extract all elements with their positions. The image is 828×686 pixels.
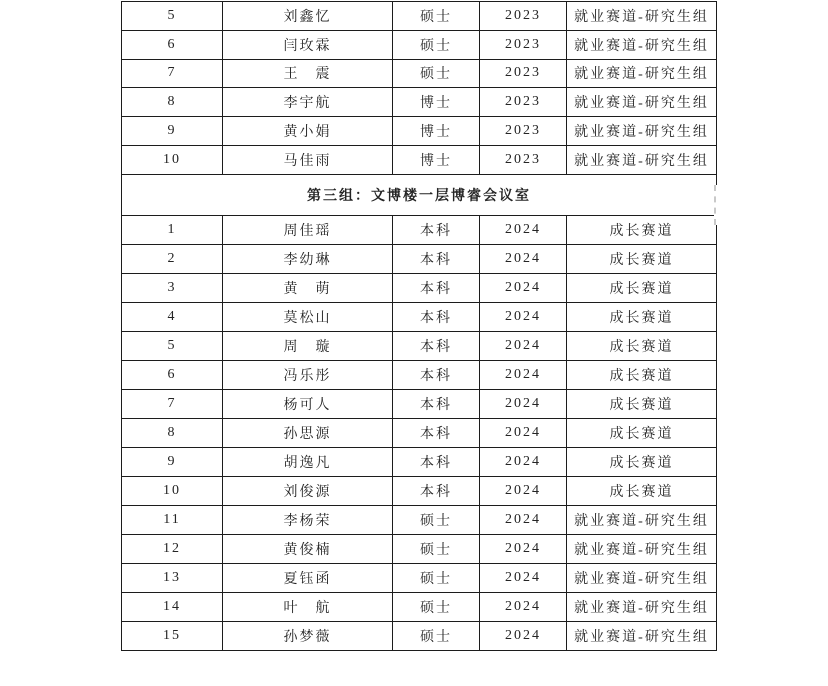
track-cell: 成长赛道: [567, 360, 717, 389]
name-cell: 王 震: [223, 59, 393, 88]
track-cell: 成长赛道: [567, 418, 717, 447]
name-cell: 叶 航: [223, 592, 393, 621]
name-cell: 冯乐彤: [223, 360, 393, 389]
table-row: [122, 389, 717, 418]
year-cell: 2023: [480, 30, 567, 59]
row-index-cell: 10: [122, 145, 223, 174]
row-index-cell: 5: [122, 331, 223, 360]
year-cell: 2023: [480, 59, 567, 88]
table-row: [122, 215, 717, 244]
degree-cell: 本科: [393, 476, 480, 505]
name-cell: 刘俊源: [223, 476, 393, 505]
degree-cell: 硕士: [393, 2, 480, 31]
year-cell: 2024: [480, 302, 567, 331]
section-2023-rows: [122, 2, 717, 175]
row-index-cell: 15: [122, 621, 223, 650]
row-index-cell: 10: [122, 476, 223, 505]
degree-cell: 博士: [393, 88, 480, 117]
row-index-cell: 8: [122, 88, 223, 117]
table-row: [122, 592, 717, 621]
row-index-cell: 11: [122, 505, 223, 534]
degree-cell: 本科: [393, 244, 480, 273]
track-cell: 就业赛道-研究生组: [567, 59, 717, 88]
header-row-dashed-border: [714, 185, 720, 225]
degree-cell: 本科: [393, 418, 480, 447]
table-row: [122, 30, 717, 59]
degree-cell: 硕士: [393, 621, 480, 650]
table-row: [122, 621, 717, 650]
section-header-body: [122, 174, 717, 215]
year-cell: 2023: [480, 2, 567, 31]
track-cell: 就业赛道-研究生组: [567, 117, 717, 146]
track-cell: 就业赛道-研究生组: [567, 621, 717, 650]
track-cell: 就业赛道-研究生组: [567, 88, 717, 117]
table-row: [122, 331, 717, 360]
degree-cell: 硕士: [393, 30, 480, 59]
row-index-cell: 4: [122, 302, 223, 331]
row-index-cell: 9: [122, 447, 223, 476]
degree-cell: 本科: [393, 215, 480, 244]
degree-cell: 硕士: [393, 592, 480, 621]
table-row: [122, 505, 717, 534]
name-cell: 黄 萌: [223, 273, 393, 302]
table-row: [122, 447, 717, 476]
name-cell: 黄小娟: [223, 117, 393, 146]
track-cell: 就业赛道-研究生组: [567, 592, 717, 621]
table-row: [122, 273, 717, 302]
year-cell: 2024: [480, 389, 567, 418]
track-cell: 成长赛道: [567, 389, 717, 418]
name-cell: 闫玫霖: [223, 30, 393, 59]
track-cell: 就业赛道-研究生组: [567, 30, 717, 59]
table-row: [122, 476, 717, 505]
table-row: [122, 360, 717, 389]
year-cell: 2024: [480, 534, 567, 563]
track-cell: 就业赛道-研究生组: [567, 534, 717, 563]
row-index-cell: 14: [122, 592, 223, 621]
track-cell: 成长赛道: [567, 302, 717, 331]
year-cell: 2024: [480, 273, 567, 302]
track-cell: 成长赛道: [567, 244, 717, 273]
degree-cell: 本科: [393, 389, 480, 418]
table-row: [122, 59, 717, 88]
row-index-cell: 1: [122, 215, 223, 244]
name-cell: 杨可人: [223, 389, 393, 418]
table-row: [122, 117, 717, 146]
name-cell: 马佳雨: [223, 145, 393, 174]
row-index-cell: 8: [122, 418, 223, 447]
degree-cell: 博士: [393, 145, 480, 174]
name-cell: 周佳瑶: [223, 215, 393, 244]
row-index-cell: 7: [122, 389, 223, 418]
name-cell: 黄俊楠: [223, 534, 393, 563]
table-row: [122, 2, 717, 31]
table-row: [122, 418, 717, 447]
table-row: [122, 563, 717, 592]
row-index-cell: 2: [122, 244, 223, 273]
year-cell: 2023: [480, 88, 567, 117]
year-cell: 2024: [480, 476, 567, 505]
year-cell: 2023: [480, 145, 567, 174]
name-cell: 周 璇: [223, 331, 393, 360]
degree-cell: 博士: [393, 117, 480, 146]
name-cell: 孙思源: [223, 418, 393, 447]
degree-cell: 本科: [393, 447, 480, 476]
name-cell: 孙梦薇: [223, 621, 393, 650]
name-cell: 刘鑫忆: [223, 2, 393, 31]
track-cell: 成长赛道: [567, 331, 717, 360]
degree-cell: 硕士: [393, 534, 480, 563]
year-cell: 2024: [480, 244, 567, 273]
row-index-cell: 13: [122, 563, 223, 592]
row-index-cell: 6: [122, 360, 223, 389]
degree-cell: 本科: [393, 273, 480, 302]
year-cell: 2024: [480, 418, 567, 447]
table-row: [122, 302, 717, 331]
degree-cell: 本科: [393, 331, 480, 360]
name-cell: 胡逸凡: [223, 447, 393, 476]
year-cell: 2024: [480, 621, 567, 650]
year-cell: 2024: [480, 215, 567, 244]
section-header-row: [122, 174, 717, 215]
degree-cell: 本科: [393, 302, 480, 331]
track-cell: 就业赛道-研究生组: [567, 145, 717, 174]
section-header-title: 第三组：文博楼一层博睿会议室: [122, 174, 717, 215]
table-row: [122, 88, 717, 117]
year-cell: 2024: [480, 563, 567, 592]
track-cell: 成长赛道: [567, 215, 717, 244]
year-cell: 2024: [480, 505, 567, 534]
name-cell: 李幼琳: [223, 244, 393, 273]
table-row: [122, 244, 717, 273]
section-2024-rows: [122, 215, 717, 650]
track-cell: 就业赛道-研究生组: [567, 563, 717, 592]
degree-cell: 硕士: [393, 563, 480, 592]
row-index-cell: 7: [122, 59, 223, 88]
degree-cell: 本科: [393, 360, 480, 389]
roster-table: [121, 1, 717, 651]
row-index-cell: 6: [122, 30, 223, 59]
row-index-cell: 5: [122, 2, 223, 31]
row-index-cell: 12: [122, 534, 223, 563]
year-cell: 2024: [480, 360, 567, 389]
track-cell: 成长赛道: [567, 476, 717, 505]
name-cell: 李宇航: [223, 88, 393, 117]
track-cell: 成长赛道: [567, 447, 717, 476]
degree-cell: 硕士: [393, 505, 480, 534]
row-index-cell: 3: [122, 273, 223, 302]
track-cell: 就业赛道-研究生组: [567, 2, 717, 31]
year-cell: 2024: [480, 331, 567, 360]
track-cell: 成长赛道: [567, 273, 717, 302]
degree-cell: 硕士: [393, 59, 480, 88]
track-cell: 就业赛道-研究生组: [567, 505, 717, 534]
table-row: [122, 534, 717, 563]
year-cell: 2024: [480, 592, 567, 621]
year-cell: 2023: [480, 117, 567, 146]
row-index-cell: 9: [122, 117, 223, 146]
name-cell: 莫松山: [223, 302, 393, 331]
year-cell: 2024: [480, 447, 567, 476]
name-cell: 夏钰函: [223, 563, 393, 592]
table-row: [122, 145, 717, 174]
name-cell: 李杨荣: [223, 505, 393, 534]
